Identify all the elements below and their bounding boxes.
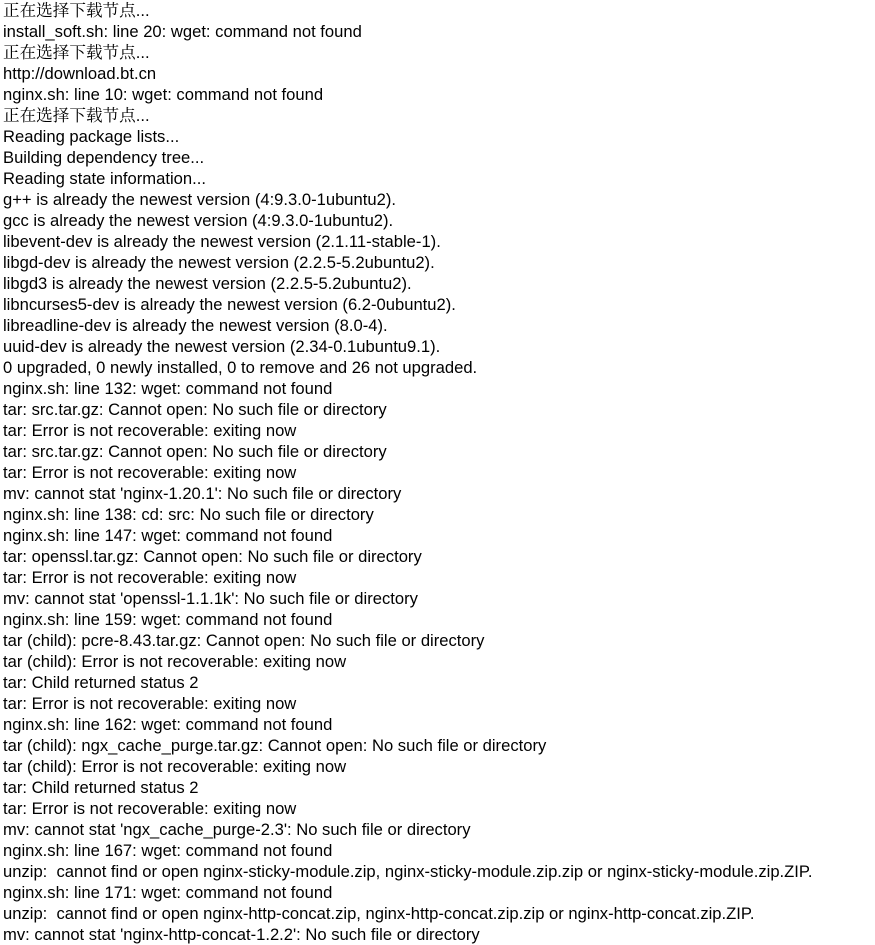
terminal-line: tar: openssl.tar.gz: Cannot open: No such file or directory: [3, 547, 422, 566]
terminal-line: libreadline-dev is already the newest version (8.0-4).: [3, 316, 388, 335]
terminal-line: tar (child): Error is not recoverable: exiting now: [3, 652, 347, 671]
terminal-line: g++ is already the newest version (4:9.3.0-1ubuntu2).: [3, 190, 396, 209]
terminal-line: nginx.sh: line 10: wget: command not found: [3, 85, 324, 104]
terminal-line: tar (child): Error is not recoverable: exiting now: [3, 757, 347, 776]
terminal-line: tar: Error is not recoverable: exiting now: [3, 421, 297, 440]
terminal-line: nginx.sh: line 171: wget: command not found: [3, 883, 333, 902]
terminal-line: unzip: cannot find or open nginx-http-concat.zip, nginx-http-concat.zip.zip or nginx-http-concat.zip.ZIP.: [3, 904, 755, 923]
terminal-line: libgd-dev is already the newest version (2.2.5-5.2ubuntu2).: [3, 253, 435, 272]
terminal-output[interactable]: [3, 0, 873, 945]
terminal-line: tar: Error is not recoverable: exiting now: [3, 568, 297, 587]
terminal-line: gcc is already the newest version (4:9.3.0-1ubuntu2).: [3, 211, 394, 230]
terminal-line: nginx.sh: line 132: wget: command not found: [3, 379, 333, 398]
terminal-line: mv: cannot stat 'openssl-1.1.1k': No such file or directory: [3, 589, 418, 608]
terminal-line: tar: src.tar.gz: Cannot open: No such file or directory: [3, 442, 387, 461]
terminal-line: tar: Error is not recoverable: exiting now: [3, 463, 297, 482]
terminal-line: http://download.bt.cn: [3, 64, 157, 83]
terminal-line: 正在选择下载节点...: [3, 1, 150, 20]
terminal-line: Building dependency tree...: [3, 148, 205, 167]
terminal-line: nginx.sh: line 167: wget: command not found: [3, 841, 333, 860]
terminal-line: 正在选择下载节点...: [3, 106, 150, 125]
terminal-line: mv: cannot stat 'ngx_cache_purge-2.3': No such file or directory: [3, 820, 471, 839]
terminal-line: uuid-dev is already the newest version (2.34-0.1ubuntu9.1).: [3, 337, 441, 356]
terminal-line: nginx.sh: line 159: wget: command not found: [3, 610, 333, 629]
terminal-line: mv: cannot stat 'nginx-1.20.1': No such file or directory: [3, 484, 402, 503]
terminal-line: install_soft.sh: line 20: wget: command not found: [3, 22, 362, 41]
terminal-line: Reading package lists...: [3, 127, 180, 146]
terminal-line: tar: Error is not recoverable: exiting now: [3, 799, 297, 818]
terminal-line: Reading state information...: [3, 169, 206, 188]
terminal-line: tar: Child returned status 2: [3, 673, 199, 692]
terminal-line: nginx.sh: line 147: wget: command not found: [3, 526, 333, 545]
terminal-line: libncurses5-dev is already the newest version (6.2-0ubuntu2).: [3, 295, 456, 314]
terminal-line: tar (child): pcre-8.43.tar.gz: Cannot open: No such file or directory: [3, 631, 485, 650]
terminal-line: tar (child): ngx_cache_purge.tar.gz: Cannot open: No such file or directory: [3, 736, 547, 755]
terminal-line: unzip: cannot find or open nginx-sticky-module.zip, nginx-sticky-module.zip.zip or nginx-sticky-module.zip.ZIP.: [3, 862, 813, 881]
terminal-line: nginx.sh: line 138: cd: src: No such file or directory: [3, 505, 374, 524]
terminal-line: mv: cannot stat 'nginx-http-concat-1.2.2': No such file or directory: [3, 925, 480, 944]
terminal-line: nginx.sh: line 162: wget: command not found: [3, 715, 333, 734]
terminal-line: 正在选择下载节点...: [3, 43, 150, 62]
terminal-line: libgd3 is already the newest version (2.2.5-5.2ubuntu2).: [3, 274, 412, 293]
terminal-line: tar: src.tar.gz: Cannot open: No such file or directory: [3, 400, 387, 419]
terminal-line: tar: Child returned status 2: [3, 778, 199, 797]
terminal-line: 0 upgraded, 0 newly installed, 0 to remove and 26 not upgraded.: [3, 358, 478, 377]
terminal-line: tar: Error is not recoverable: exiting now: [3, 694, 297, 713]
terminal-line: libevent-dev is already the newest version (2.1.11-stable-1).: [3, 232, 441, 251]
